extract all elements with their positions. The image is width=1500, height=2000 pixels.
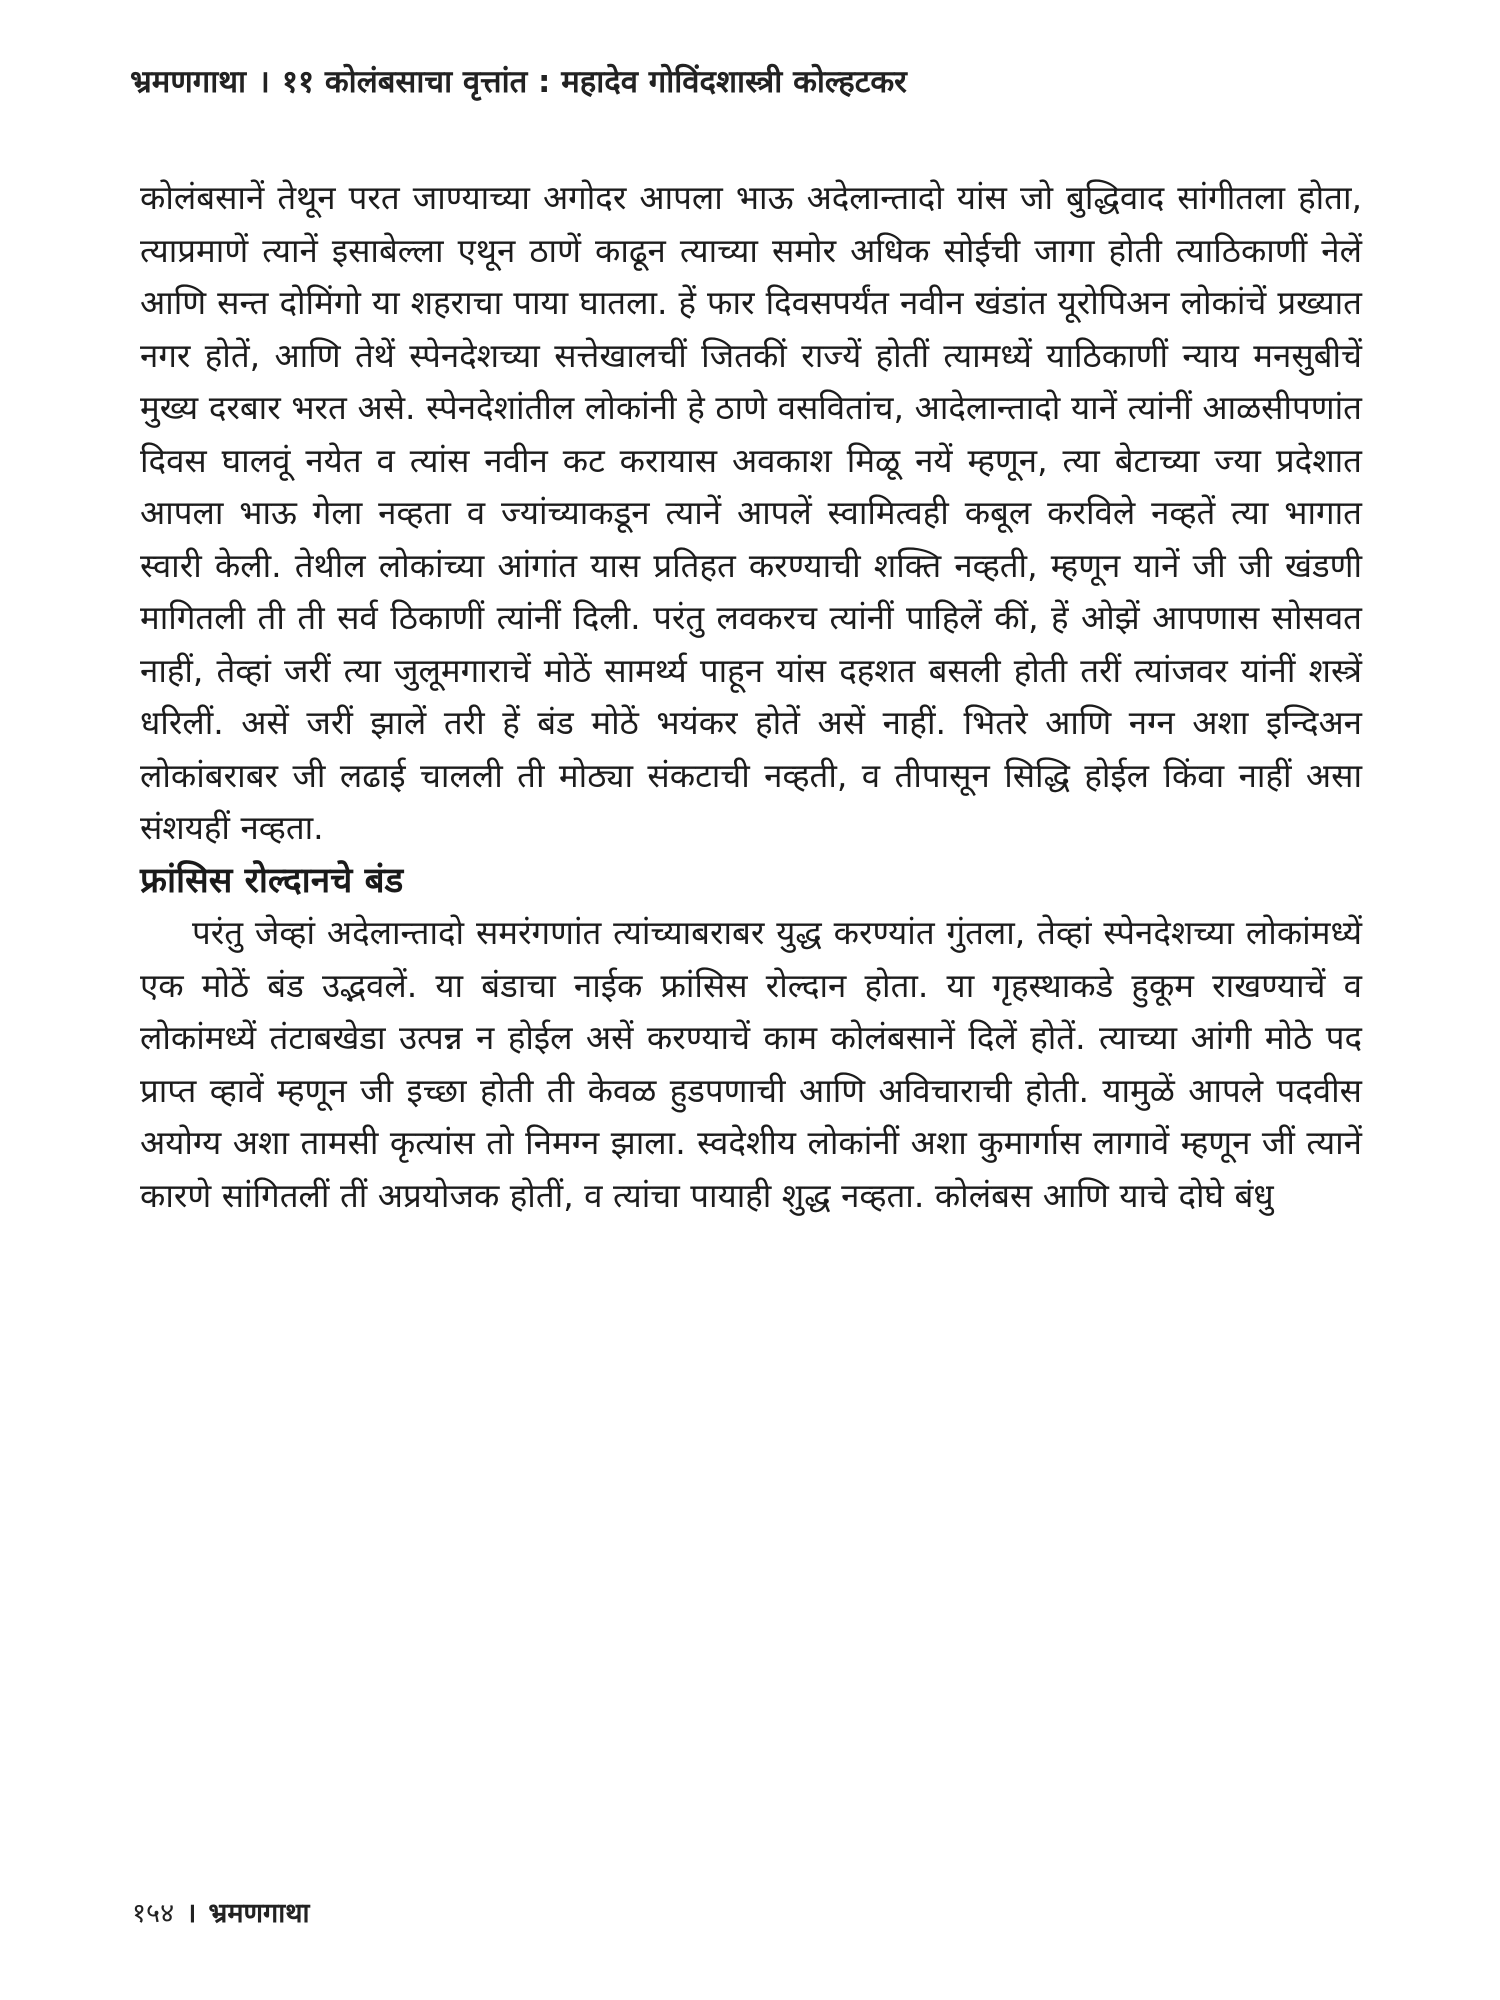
footer-separator: ।: [186, 1898, 197, 1929]
paragraph-1: कोलंबसानें तेथून परत जाण्याच्या अगोदर आपला भाऊ अदेलान्तादो यांस जो बुद्धिवाद सांगीतला होता, त्याप्रमाणें त्यानें इसाबेल्ला एथून ठाणें काढून त्याच्या समोर अधिक सोईची जागा होती त्याठिकाणीं नेलें आणि सन्त दोमिंगो या शहराचा पाया घातला. हें फार दिवसपर्यंत नवीन खंडांत यूरोपिअन लोकांचें प्रख्यात नगर होतें, आणि तेथें स्पेनदेशच्या सत्तेखालचीं जितकीं राज्यें होतीं त्यामध्यें याठिकाणीं न्याय मनसुबीचें मुख्य दरबार भरत असे. स्पेनदेशांतील लोकांनी हे ठाणे वसवितांच, आदेलान्तादो यानें त्यांनीं आळसीपणांत दिवस घालवूं नयेत व त्यांस नवीन कट करायास अवकाश मिळू नयें म्हणून, त्या बेटाच्या ज्या प्रदेशात आपला भाऊ गेला नव्हता व ज्यांच्याकडून त्यानें आपलें स्वामित्वही कबूल करविले नव्हतें त्या भागात स्वारी केली. तेथील लोकांच्या आंगांत यास प्रतिहत करण्याची शक्ति नव्हती, म्हणून यानें जी जी खंडणी मागितली ती ती सर्व ठिकाणीं त्यांनीं दिली. परंतु लवकरच त्यांनीं पाहिलें कीं, हें ओझें आपणास सोसवत नाहीं, तेव्हां जरीं त्या जुलूमगाराचें मोठें सामर्थ्य पाहून यांस दहशत बसली होती तरीं त्यांजवर यांनीं शस्त्रें धरिलीं. असें जरीं झालें तरी हें बंड मोठें भयंकर होतें असें नाहीं. भितरे आणि नग्न अशा इन्दिअन लोकांबराबर जी लढाई चालली ती मोठ्या संकटाची नव्हती, व तीपासून सिद्धि होईल किंवा नाहीं असा संशयहीं नव्हता.: [140, 178, 1362, 847]
running-header: [130, 58, 1370, 106]
page-number: १५४: [132, 1898, 175, 1929]
header-book-title: भ्रमणगाथा: [130, 64, 247, 100]
page-footer: [132, 1894, 309, 1934]
header-chapter-title: ११ कोलंबसाचा वृत्तांत : महादेव गोविंदशास्त्री कोल्हटकर: [281, 64, 907, 100]
header-separator: ।: [258, 64, 270, 100]
page-body: [140, 172, 1362, 1222]
footer-book-title: भ्रमणगाथा: [208, 1898, 310, 1929]
section-heading: फ्रांसिस रोल्दानचे बंड: [140, 860, 404, 901]
paragraph-2: परंतु जेव्हां अदेलान्तादो समरंगणांत त्यांच्याबराबर युद्ध करण्यांत गुंतला, तेव्हां स्पेनदेशच्या लोकांमध्यें एक मोठें बंड उद्भवलें. या बंडाचा नाईक फ्रांसिस रोल्दान होता. या गृहस्थाकडे हुकूम राखण्याचें व लोकांमध्यें तंटाबखेडा उत्पन्न न होईल असें करण्याचें काम कोलंबसानें दिलें होतें. त्याच्या आंगी मोठे पद प्राप्त व्हावें म्हणून जी इच्छा होती ती केवळ हुडपणाची आणि अविचाराची होती. यामुळें आपले पदवीस अयोग्य अशा तामसी कृत्यांस तो निमग्न झाला. स्वदेशीय लोकांनीं अशा कुमार्गास लागावें म्हणून जीं त्यानें कारणे सांगितलीं तीं अप्रयोजक होतीं, व त्यांचा पायाही शुद्ध नव्हता. कोलंबस आणि याचे दोघे बंधु: [140, 913, 1362, 1215]
